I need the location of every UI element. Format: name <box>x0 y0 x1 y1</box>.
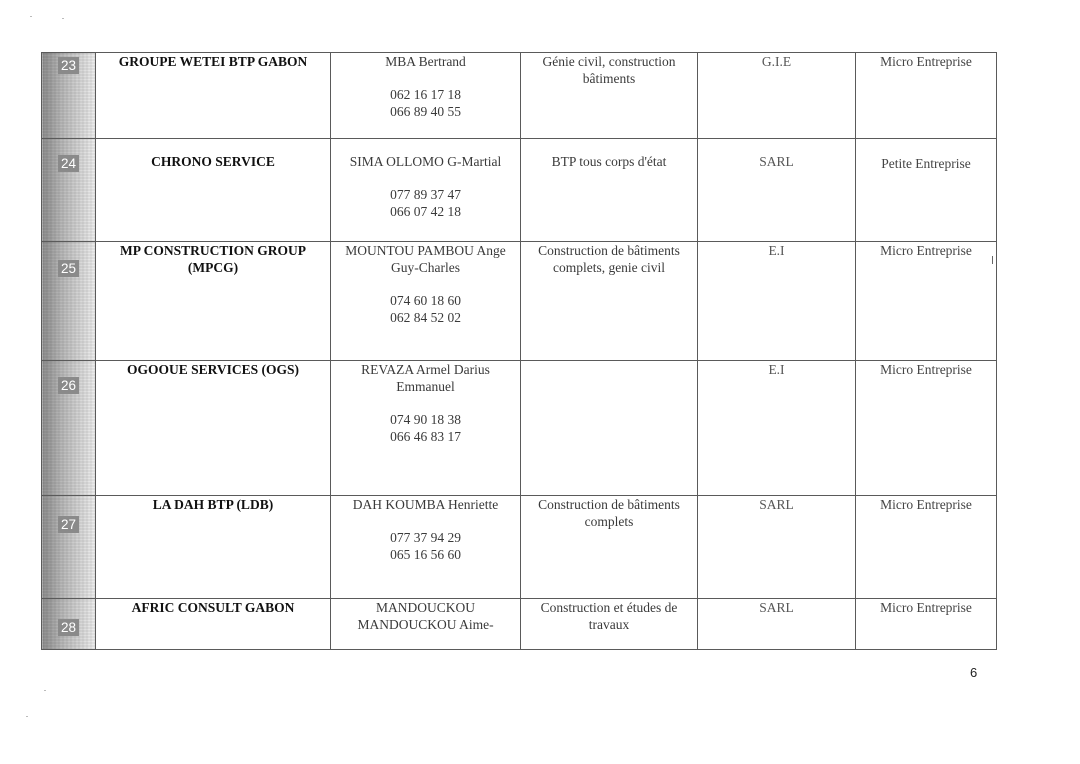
legal-form: E.I <box>698 361 856 496</box>
contact-cell <box>331 242 521 361</box>
company-name: MP CONSTRUCTION GROUP (MPCG) <box>96 242 331 361</box>
row-number-cell <box>42 242 96 361</box>
table-row <box>42 496 997 599</box>
page-number: 6 <box>970 665 978 680</box>
contact-cell <box>331 53 521 139</box>
legal-form: SARL <box>698 599 856 650</box>
table-row <box>42 242 997 361</box>
activity: BTP tous corps d'état <box>521 139 698 242</box>
manager-name: SIMA OLLOMO G-Martial <box>349 154 502 169</box>
row-number: 24 <box>58 155 79 172</box>
company-category: Micro Entreprise <box>856 242 997 361</box>
activity: Construction et études de travaux <box>521 599 698 650</box>
scan-speck <box>26 716 28 717</box>
company-name: GROUPE WETEI BTP GABON <box>96 53 331 139</box>
phone-list <box>331 292 520 326</box>
row-number-cell <box>42 496 96 599</box>
company-name: OGOOUE SERVICES (OGS) <box>96 361 331 496</box>
scan-speck <box>44 690 46 691</box>
scan-speck <box>30 16 32 17</box>
legal-form: E.I <box>698 242 856 361</box>
legal-form: SARL <box>698 496 856 599</box>
phone-list <box>331 186 520 220</box>
phone-number: 066 46 83 17 <box>390 429 461 444</box>
table-row <box>42 139 997 242</box>
company-name: AFRIC CONSULT GABON <box>96 599 331 650</box>
contact-cell <box>331 361 521 496</box>
row-number-cell <box>42 139 96 242</box>
legal-form: SARL <box>698 139 856 242</box>
manager-name: MANDOUCKOU MANDOUCKOU Aime- <box>357 600 494 632</box>
company-category: Micro Entreprise <box>856 53 997 139</box>
phone-list <box>331 411 520 445</box>
contact-cell <box>331 496 521 599</box>
company-category: Micro Entreprise <box>856 361 997 496</box>
company-category: Micro Entreprise <box>856 599 997 650</box>
phone-number: 077 37 94 29 <box>390 530 461 545</box>
scan-speck <box>62 18 64 19</box>
phone-number: 066 07 42 18 <box>390 204 461 219</box>
row-number: 23 <box>58 57 79 74</box>
legal-form: G.I.E <box>698 53 856 139</box>
phone-number: 077 89 37 47 <box>390 187 461 202</box>
table-row <box>42 53 997 139</box>
activity: Construction de bâtiments complets, genie civil <box>521 242 698 361</box>
phone-number: 065 16 56 60 <box>390 547 461 562</box>
row-number: 27 <box>58 516 79 533</box>
company-category: Petite Entreprise <box>856 139 997 242</box>
row-number-cell <box>42 53 96 139</box>
phone-list <box>331 86 520 120</box>
manager-name: DAH KOUMBA Henriette <box>352 497 499 512</box>
phone-number: 074 90 18 38 <box>390 412 461 427</box>
contact-cell <box>331 139 521 242</box>
activity: Construction de bâtiments complets <box>521 496 698 599</box>
phone-number: 066 89 40 55 <box>390 104 461 119</box>
company-name: CHRONO SERVICE <box>96 139 331 242</box>
manager-name: MBA Bertrand <box>385 54 466 69</box>
row-number: 28 <box>58 619 79 636</box>
row-number: 26 <box>58 377 79 394</box>
company-category: Micro Entreprise <box>856 496 997 599</box>
row-number-cell <box>42 599 96 650</box>
table-row <box>42 599 997 650</box>
company-name: LA DAH BTP (LDB) <box>96 496 331 599</box>
row-number-cell <box>42 361 96 496</box>
row-number: 25 <box>58 260 79 277</box>
activity: Génie civil, construction bâtiments <box>521 53 698 139</box>
activity <box>521 361 698 496</box>
manager-name: MOUNTOU PAMBOU Ange Guy-Charles <box>345 243 506 275</box>
phone-number: 062 84 52 02 <box>390 310 461 325</box>
manager-name: REVAZA Armel Darius Emmanuel <box>361 362 490 394</box>
table-row <box>42 361 997 496</box>
phone-number: 074 60 18 60 <box>390 293 461 308</box>
contact-cell <box>331 599 521 650</box>
phone-number: 062 16 17 18 <box>390 87 461 102</box>
phone-list <box>331 529 520 563</box>
enterprise-registry-table <box>41 52 997 650</box>
scan-speck <box>992 256 993 264</box>
